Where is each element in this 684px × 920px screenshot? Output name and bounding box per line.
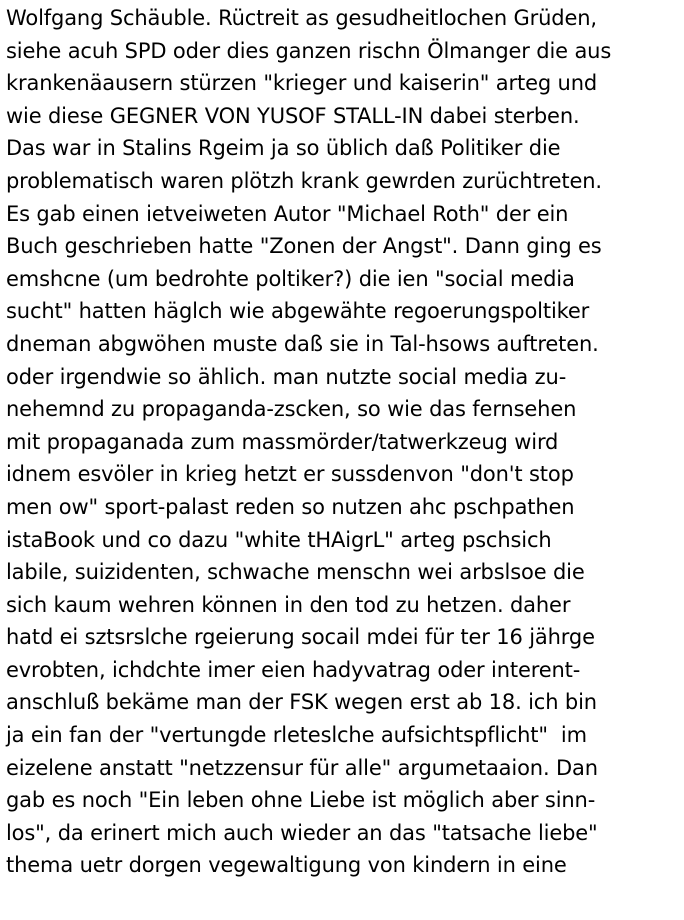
text-line-17: istaBook und co dazu "white tHAigrL" arteg pschsich xyxy=(6,527,552,552)
text-line-16: men ow" sport-palast reden so nutzen ahc pschpathen xyxy=(6,494,575,519)
text-line-13: nehemnd zu propaganda-zscken, so wie das fernsehen xyxy=(6,397,577,422)
text-line-22: anschluß bekäme man der FSK wegen erst ab 18. ich bin xyxy=(6,690,597,715)
text-line-10: sucht" hatten häglch wie abgewähte regoerungspoltiker xyxy=(6,299,590,324)
text-line-15: idnem esvöler in krieg hetzt er sussdenvon "don't stop xyxy=(6,462,574,487)
text-line-4: wie diese GEGNER VON YUSOF STALL-IN dabei sterben. xyxy=(6,103,580,128)
text-line-3: krankenäausern stürzen "krieger und kaiserin" arteg und xyxy=(6,71,598,96)
text-line-8: Buch geschrieben hatte "Zonen der Angst". Dann ging es xyxy=(6,234,602,259)
text-line-2: siehe acuh SPD oder dies ganzen rischn Ölmanger die aus xyxy=(6,38,612,63)
text-line-1: Wolfgang Schäuble. Rüctreit as gesudheitlochen Grüden, xyxy=(6,6,597,30)
text-line-21: evrobten, ichdchte imer eien hadyvatrag oder interent- xyxy=(6,657,581,682)
text-line-14: mit propaganada zum massmörder/tatwerkzeug wird xyxy=(6,429,559,454)
text-line-20: hatd ei sztsrslche rgeierung socail mdei für ter 16 jährge xyxy=(6,625,595,650)
text-line-18: labile, suizidenten, schwache menschn wei arbslsoe die xyxy=(6,560,585,585)
text-line-7: Es gab einen ietveiweten Autor "Michael Roth" der ein xyxy=(6,201,569,226)
text-line-19: sich kaum wehren können in den tod zu hetzen. daher xyxy=(6,592,571,617)
text-line-9: emshcne (um bedrohte poltiker?) die ien "social media xyxy=(6,266,575,291)
text-line-5: Das war in Stalins Rgeim ja so üblich daß Politiker die xyxy=(6,136,561,161)
text-line-27: thema uetr dorgen vegewaltigung von kindern in eine xyxy=(6,853,567,878)
text-line-11: dneman abgwöhen muste daß sie in Tal-hsows auftreten. xyxy=(6,331,599,356)
text-line-6: problematisch waren plötzh krank gewrden zurüchtreten. xyxy=(6,168,602,193)
text-line-24: eizelene anstatt "netzzensur für alle" argumetaaion. Dan xyxy=(6,755,598,780)
body-text xyxy=(6,2,682,882)
text-line-26: los", da erinert mich auch wieder an das "tatsache liebe" xyxy=(6,820,598,845)
text-line-23: ja ein fan der "vertungde rleteslche aufsichtspflicht" im xyxy=(6,723,587,748)
text-line-12: oder irgendwie so ählich. man nutzte social media zu- xyxy=(6,364,567,389)
text-line-25: gab es noch "Ein leben ohne Liebe ist möglich aber sinn- xyxy=(6,788,596,813)
